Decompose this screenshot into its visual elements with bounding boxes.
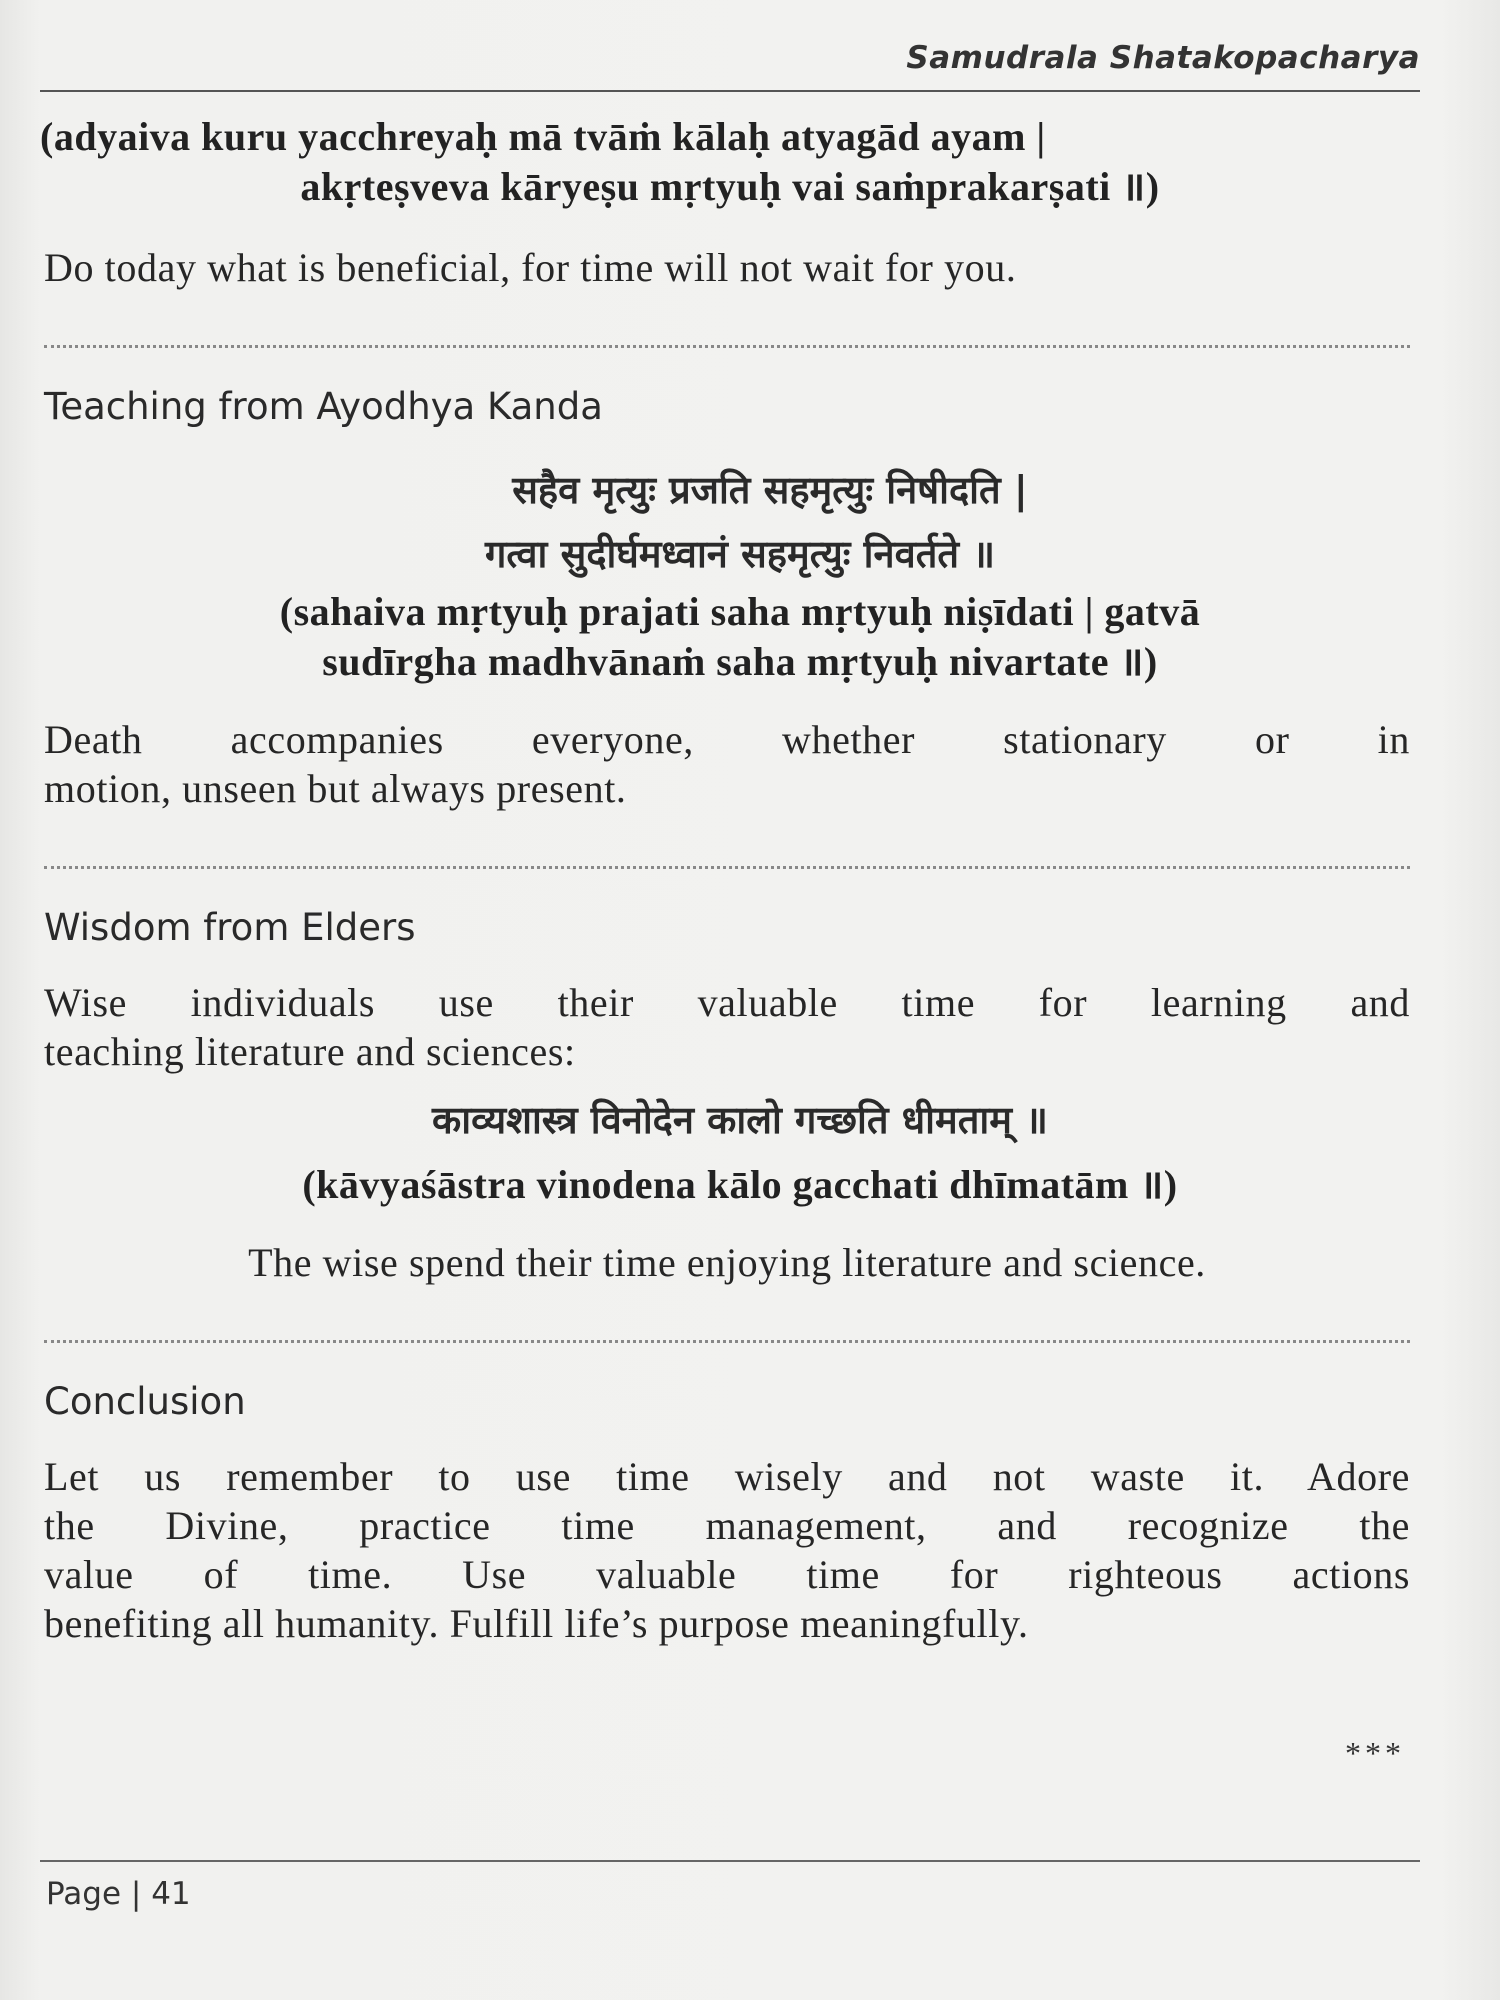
section-heading-conclusion: Conclusion <box>44 1380 246 1423</box>
conclusion-line2: the Divine, practice time management, and recognize the <box>44 1503 1410 1548</box>
header-rule <box>40 90 1420 92</box>
end-mark: *** <box>1345 1735 1405 1771</box>
elders-sanskrit: काव्यशास्त्र विनोदेन कालो गच्छति धीमताम् ॥ <box>432 1098 1048 1142</box>
section-divider <box>44 866 1410 869</box>
section-heading-ayodhya: Teaching from Ayodhya Kanda <box>44 385 603 428</box>
opening-transliteration-line1: (adyaiva kuru yacchreyaḥ mā tvāṁ kālaḥ atyagād ayam | <box>40 114 1046 159</box>
section-divider <box>44 1340 1410 1343</box>
running-header-author: Samudrala Shatakopacharya <box>906 40 1420 76</box>
elders-meaning: The wise spend their time enjoying literature and science. <box>248 1240 1206 1285</box>
footer-rule <box>40 1860 1420 1862</box>
opening-transliteration-line2: akṛteṣveva kāryeṣu mṛtyuḥ vai saṁprakarṣati ॥) <box>300 164 1160 209</box>
ayodhya-transliteration-line2: sudīrgha madhvānaṁ saha mṛtyuḥ nivartate ॥) <box>322 639 1158 684</box>
page-number: Page | 41 <box>46 1876 191 1912</box>
ayodhya-sanskrit-line1: सहैव मृत्युः प्रजति सहमृत्युः निषीदति | <box>512 468 1028 512</box>
conclusion-line1: Let us remember to use time wisely and not waste it. Adore <box>44 1454 1410 1499</box>
ayodhya-meaning-line2: motion, unseen but always present. <box>44 766 627 811</box>
ayodhya-transliteration-line1: (sahaiva mṛtyuḥ prajati saha mṛtyuḥ niṣīdati | gatvā <box>279 589 1201 634</box>
opening-meaning: Do today what is beneficial, for time will not wait for you. <box>44 245 1017 290</box>
elders-intro-line2: teaching literature and sciences: <box>44 1029 576 1074</box>
elders-transliteration: (kāvyaśāstra vinodena kālo gacchati dhīmatām ॥) <box>302 1162 1178 1207</box>
ayodhya-sanskrit-line2: गत्वा सुदीर्घमध्वानं सहमृत्युः निवर्तते ॥ <box>484 532 996 576</box>
conclusion-line4: benefiting all humanity. Fulfill life’s purpose meaningfully. <box>44 1601 1029 1646</box>
section-divider <box>44 345 1410 348</box>
conclusion-line3: value of time. Use valuable time for righteous actions <box>44 1552 1410 1597</box>
elders-intro-line1: Wise individuals use their valuable time for learning and <box>44 980 1410 1025</box>
ayodhya-meaning-line1: Death accompanies everyone, whether stationary or in <box>44 717 1410 762</box>
section-heading-elders: Wisdom from Elders <box>44 906 416 949</box>
